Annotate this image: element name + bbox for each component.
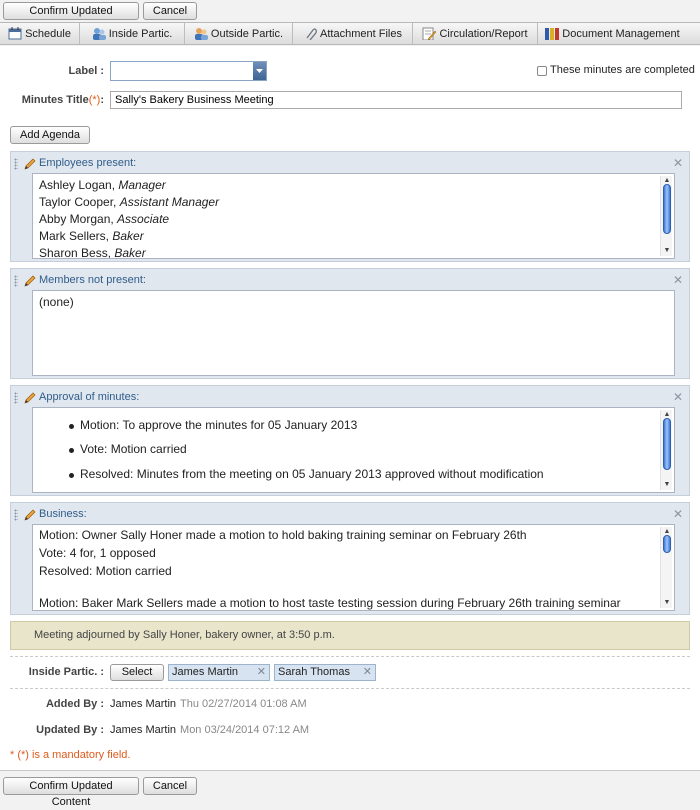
tab-attachment-files[interactable] — [293, 23, 413, 44]
updated-by-caption: Updated By : — [36, 724, 104, 736]
added-date: Thu 02/27/2014 01:08 AM — [180, 698, 307, 710]
outside-people-icon — [194, 27, 208, 40]
mandatory-field-note: * (*) is a mandatory field. — [10, 749, 131, 761]
list-item: Vote: Motion carried — [80, 442, 187, 456]
label-caption: Label : — [68, 65, 104, 77]
calendar-icon — [8, 27, 22, 40]
scroll-thumb[interactable] — [663, 418, 671, 470]
added-by-value: James Martin Thu 02/27/2014 01:08 AM — [110, 698, 307, 710]
scroll-down-icon[interactable]: ▼ — [663, 247, 671, 254]
divider — [10, 688, 690, 689]
drag-handle[interactable] — [14, 392, 18, 404]
list-item: Vote: 4 for, 1 opposed — [39, 546, 156, 560]
confirm-updated-content-button[interactable]: Confirm Updated — [3, 2, 139, 20]
cancel-button[interactable]: Cancel — [143, 2, 197, 20]
completed-checkbox[interactable] — [537, 66, 547, 76]
minutes-form — [0, 46, 700, 771]
remove-icon[interactable]: ✕ — [362, 666, 372, 678]
list-item: Sharon Bess, Baker — [39, 246, 146, 259]
panel-content[interactable] — [32, 524, 675, 611]
panel-content[interactable] — [32, 173, 675, 259]
minutes-title-caption: Minutes Title(*): — [21, 94, 104, 106]
list-item: Resolved: Minutes from the meeting on 05 January 2013 approved without modification — [80, 467, 544, 481]
agenda-panel-members-not-present — [10, 268, 690, 379]
panel-content[interactable] — [32, 407, 675, 493]
close-icon[interactable]: ✕ — [672, 507, 683, 521]
scroll-up-icon[interactable]: ▲ — [663, 528, 671, 535]
list-item: Motion: Owner Sally Honer made a motion to hold baking training seminar on February 26th — [39, 528, 527, 542]
scrollbar[interactable] — [660, 527, 672, 608]
list-item: Mark Sellers, Baker — [39, 229, 144, 243]
binders-icon — [545, 27, 559, 40]
divider — [10, 656, 690, 657]
adjourned-note: Meeting adjourned by Sally Honer, bakery owner, at 3:50 p.m. — [10, 621, 690, 650]
inside-people-icon — [92, 27, 106, 40]
minutes-title-input[interactable] — [110, 91, 682, 109]
scroll-thumb[interactable] — [663, 535, 671, 553]
tab-schedule[interactable] — [0, 23, 80, 44]
paperclip-icon — [303, 27, 317, 40]
report-pencil-icon — [422, 27, 436, 40]
agenda-panel-employees-present — [10, 151, 690, 262]
agenda-panel-approval-of-minutes — [10, 385, 690, 496]
tab-bar — [0, 22, 700, 45]
participant-chip[interactable] — [274, 664, 376, 681]
participant-chip[interactable] — [168, 664, 270, 681]
select-button[interactable]: Select — [110, 664, 164, 681]
list-item: Abby Morgan, Associate — [39, 212, 170, 226]
chevron-down-icon[interactable] — [253, 62, 266, 80]
cancel-button-bottom[interactable]: Cancel — [143, 777, 197, 795]
scroll-down-icon[interactable]: ▼ — [663, 481, 671, 488]
pencil-icon[interactable] — [24, 158, 36, 170]
completed-label: These minutes are completed — [550, 64, 695, 76]
required-marker: (*) — [88, 94, 101, 106]
pencil-icon[interactable] — [24, 392, 36, 404]
tab-document-management[interactable] — [538, 23, 687, 44]
participant-name: James Martin — [172, 666, 239, 678]
list-item: Ashley Logan, Manager — [39, 178, 166, 192]
bullet — [69, 448, 74, 453]
add-agenda-button[interactable]: Add Agenda — [10, 126, 90, 144]
tab-outside-partic[interactable] — [185, 23, 293, 44]
tab-label: Inside Partic. — [108, 27, 173, 40]
added-by-caption: Added By : — [45, 698, 104, 710]
label-select[interactable] — [110, 61, 267, 81]
close-icon[interactable]: ✕ — [672, 156, 683, 170]
tab-label: Circulation/Report — [439, 27, 528, 40]
tab-label: Schedule — [25, 27, 71, 40]
updated-by-value: James Martin Mon 03/24/2014 07:12 AM — [110, 724, 310, 736]
scroll-up-icon[interactable]: ▲ — [663, 411, 671, 418]
pencil-icon[interactable] — [24, 509, 36, 521]
drag-handle[interactable] — [14, 275, 18, 287]
bullet — [69, 424, 74, 429]
updated-date: Mon 03/24/2014 07:12 AM — [180, 724, 310, 736]
list-item: Resolved: Motion carried — [39, 564, 172, 578]
panel-content[interactable] — [32, 290, 675, 376]
drag-handle[interactable] — [14, 509, 18, 521]
list-item: Taylor Cooper, Assistant Manager — [39, 195, 220, 209]
confirm-updated-content-button-bottom[interactable]: Confirm Updated Content — [3, 777, 139, 795]
tab-label: Outside Partic. — [210, 27, 284, 40]
panel-title: Business: — [39, 508, 87, 520]
list-item: Motion: To approve the minutes for 05 January 2013 — [80, 418, 358, 432]
remove-icon[interactable]: ✕ — [256, 666, 266, 678]
panel-title: Approval of minutes: — [39, 391, 140, 403]
list-item: Motion: Baker Mark Sellers made a motion to host taste testing session during February 26th training seminar — [39, 596, 621, 610]
scroll-thumb[interactable] — [663, 184, 671, 234]
scroll-up-icon[interactable]: ▲ — [663, 177, 671, 184]
bullet — [69, 473, 74, 478]
inside-partic-caption: Inside Partic. : — [28, 666, 104, 678]
panel-title: Members not present: — [39, 274, 146, 286]
tab-inside-partic[interactable] — [80, 23, 185, 44]
agenda-panel-business — [10, 502, 690, 615]
panel-title: Employees present: — [39, 157, 137, 169]
close-icon[interactable]: ✕ — [672, 273, 683, 287]
pencil-icon[interactable] — [24, 275, 36, 287]
drag-handle[interactable] — [14, 158, 18, 170]
close-icon[interactable]: ✕ — [672, 390, 683, 404]
scroll-down-icon[interactable]: ▼ — [663, 599, 671, 606]
scrollbar[interactable] — [660, 410, 672, 490]
panel-text: (none) — [39, 295, 74, 309]
tab-label: Document Management — [562, 27, 680, 40]
tab-circulation-report[interactable] — [413, 23, 538, 44]
scrollbar[interactable] — [660, 176, 672, 256]
tab-label: Attachment Files — [320, 27, 402, 40]
participant-name: Sarah Thomas — [278, 666, 350, 678]
